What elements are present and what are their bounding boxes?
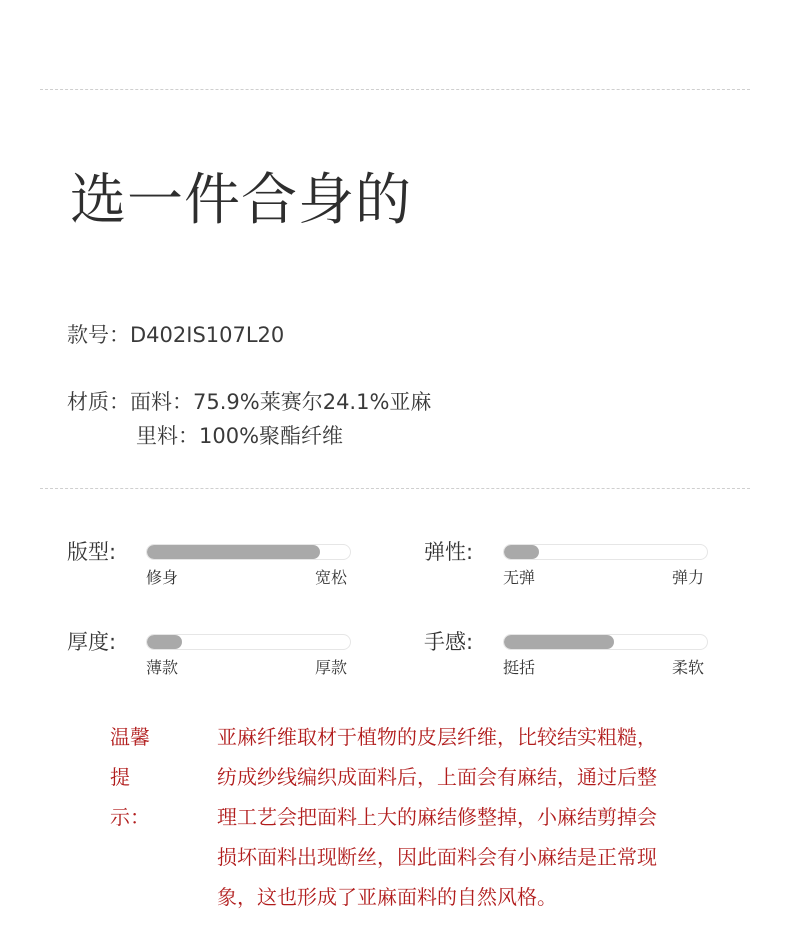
attribute-level-fill	[504, 545, 539, 559]
attribute-max-label: 弹力	[672, 568, 705, 587]
attribute-track	[503, 634, 708, 650]
style-number-value: D402IS107L20	[130, 323, 285, 347]
lining-row	[136, 421, 343, 451]
tips-line: 纺成纱线编织成面料后，上面会有麻结，通过后整	[217, 765, 657, 789]
middle-divider	[40, 488, 750, 489]
attribute-max-label: 厚款	[315, 658, 348, 677]
attribute-track	[146, 544, 351, 560]
attribute-level-fill	[147, 635, 182, 649]
material-label: 材质：	[67, 390, 130, 414]
attribute-min-label: 修身	[146, 568, 179, 587]
attribute-min-label: 无弹	[503, 568, 536, 587]
attribute-label: 手感:	[424, 630, 474, 654]
attribute-max-label: 柔软	[672, 658, 705, 677]
tips-line: 亚麻纤维取材于植物的皮层纤维，比较结实粗糙，	[217, 725, 657, 749]
tips-line: 损坏面料出现断丝，因此面料会有小麻结是正常现	[217, 845, 657, 869]
top-divider	[40, 89, 750, 90]
attribute-min-label: 薄款	[146, 658, 179, 677]
style-number-label: 款号：	[67, 323, 130, 347]
attribute-label: 版型:	[67, 540, 117, 564]
attribute-max-label: 宽松	[315, 568, 348, 587]
lining-value: 里料：100%聚酯纤维	[136, 424, 344, 448]
tips-line: 象，这也形成了亚麻面料的自然风格。	[217, 885, 557, 909]
fabric-value: 面料：75.9%莱赛尔24.1%亚麻	[130, 390, 432, 414]
attribute-track	[146, 634, 351, 650]
tips-label: 温馨提示：	[110, 725, 150, 829]
attribute-track	[503, 544, 708, 560]
material-row	[67, 387, 431, 417]
style-number-row	[67, 320, 284, 350]
attribute-label: 弹性:	[424, 540, 474, 564]
attribute-level-fill	[147, 545, 320, 559]
attribute-label: 厚度:	[67, 630, 117, 654]
attribute-level-fill	[504, 635, 614, 649]
tips-line: 理工艺会把面料上大的麻结修整掉，小麻结剪掉会	[217, 805, 657, 829]
page-title: 选一件合身的	[70, 168, 412, 233]
attribute-min-label: 挺括	[503, 658, 536, 677]
